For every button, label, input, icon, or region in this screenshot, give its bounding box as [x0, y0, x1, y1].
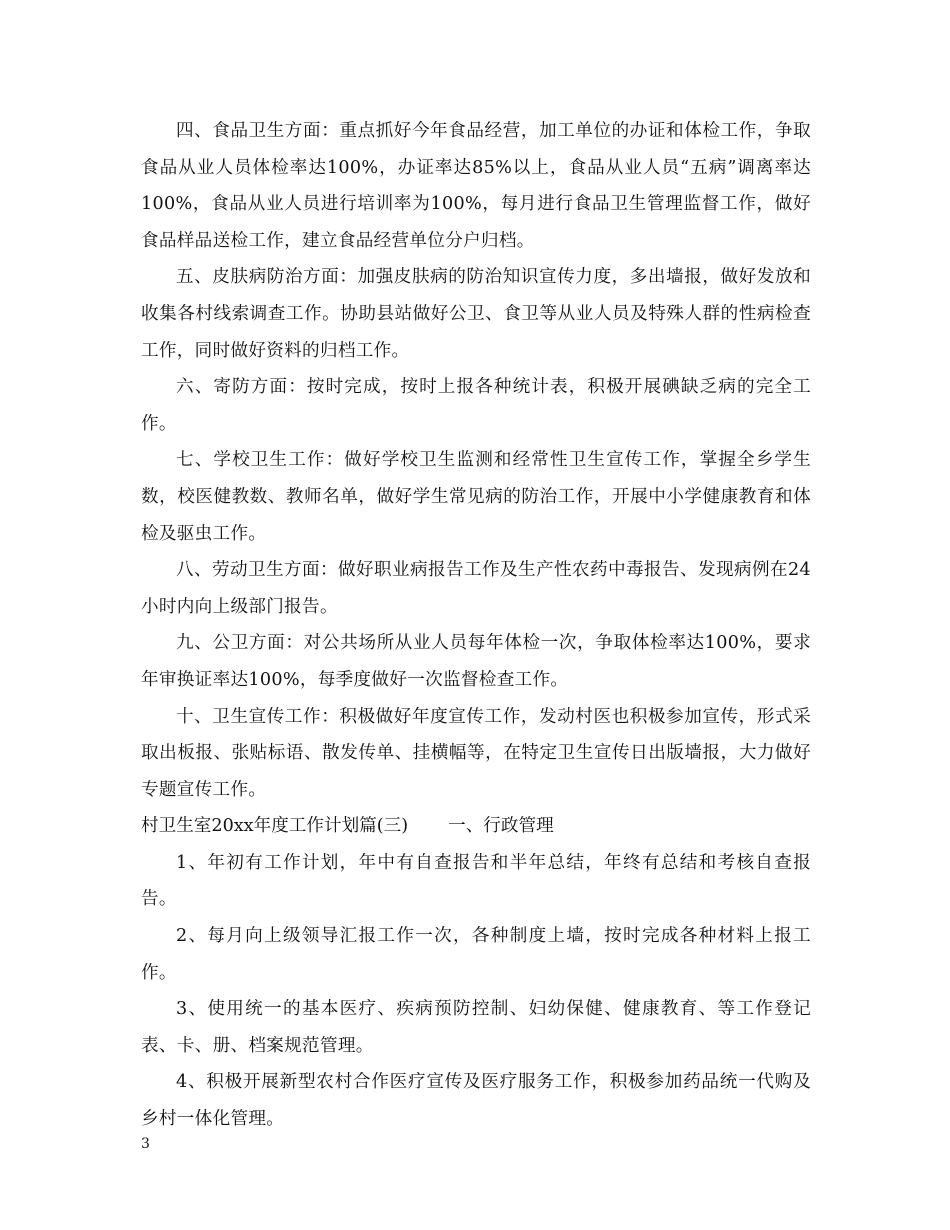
section-subtitle: 一、行政管理	[448, 816, 554, 837]
section-heading	[141, 808, 811, 845]
document-body	[141, 113, 811, 1138]
paragraph-school-hygiene: 七、学校卫生工作：做好学校卫生监测和经常性卫生宣传工作，掌握全乡学生数，校医健教数、教师名单，做好学生常见病的防治工作，开展中小学健康教育和体检及驱虫工作。	[141, 450, 811, 544]
page-number: 3	[141, 1136, 150, 1152]
paragraph-skin-disease: 五、皮肤病防治方面：加强皮肤病的防治知识宣传力度，多出墙报，做好发放和收集各村线索调查工作。协助县站做好公卫、食卫等从业人员及特殊人群的性病检查工作，同时做好资料的归档工作。	[141, 267, 811, 361]
paragraph-parasite-prevention: 六、寄防方面：按时完成，按时上报各种统计表，积极开展碘缺乏病的完全工作。	[141, 377, 811, 434]
paragraph-public-hygiene: 九、公卫方面：对公共场所从业人员每年体检一次，争取体检率达100%，要求年审换证率达100%，每季度做好一次监督检查工作。	[141, 633, 811, 690]
paragraph-work-plan: 1、年初有工作计划，年中有自查报告和半年总结，年终有总结和考核自查报告。	[141, 852, 811, 910]
paragraph-record-management: 3、使用统一的基本医疗、疾病预防控制、妇幼保健、健康教育、等工作登记表、卡、册、档案规范管理。	[141, 999, 811, 1056]
paragraph-rural-cooperative-medical: 4、积极开展新型农村合作医疗宣传及医疗服务工作，积极参加药品统一代购及乡村一体化管理。	[141, 1072, 811, 1130]
paragraph-health-publicity: 十、卫生宣传工作：积极做好年度宣传工作，发动村医也积极参加宣传，形式采取出板报、张贴标语、散发传单、挂横幅等，在特定卫生宣传日出版墙报，大力做好专题宣传工作。	[141, 706, 811, 800]
paragraph-labor-hygiene: 八、劳动卫生方面：做好职业病报告工作及生产性农药中毒报告、发现病例在24小时内向上级部门报告。	[141, 560, 811, 617]
paragraph-food-hygiene: 四、食品卫生方面：重点抓好今年食品经营，加工单位的办证和体检工作，争取食品从业人员体检率达100%，办证率达85%以上，食品从业人员“五病”调离率达100%，食品从业人员进行培训率为100%，每月进行食品卫生管理监督工作，做好食品样品送检工作，建立食品经营单位分户归档。	[141, 121, 811, 251]
paragraph-monthly-report: 2、每月向上级领导汇报工作一次，各种制度上墙，按时完成各种材料上报工作。	[141, 926, 811, 983]
section-title: 村卫生室20xx年度工作计划篇(三)	[141, 816, 409, 837]
